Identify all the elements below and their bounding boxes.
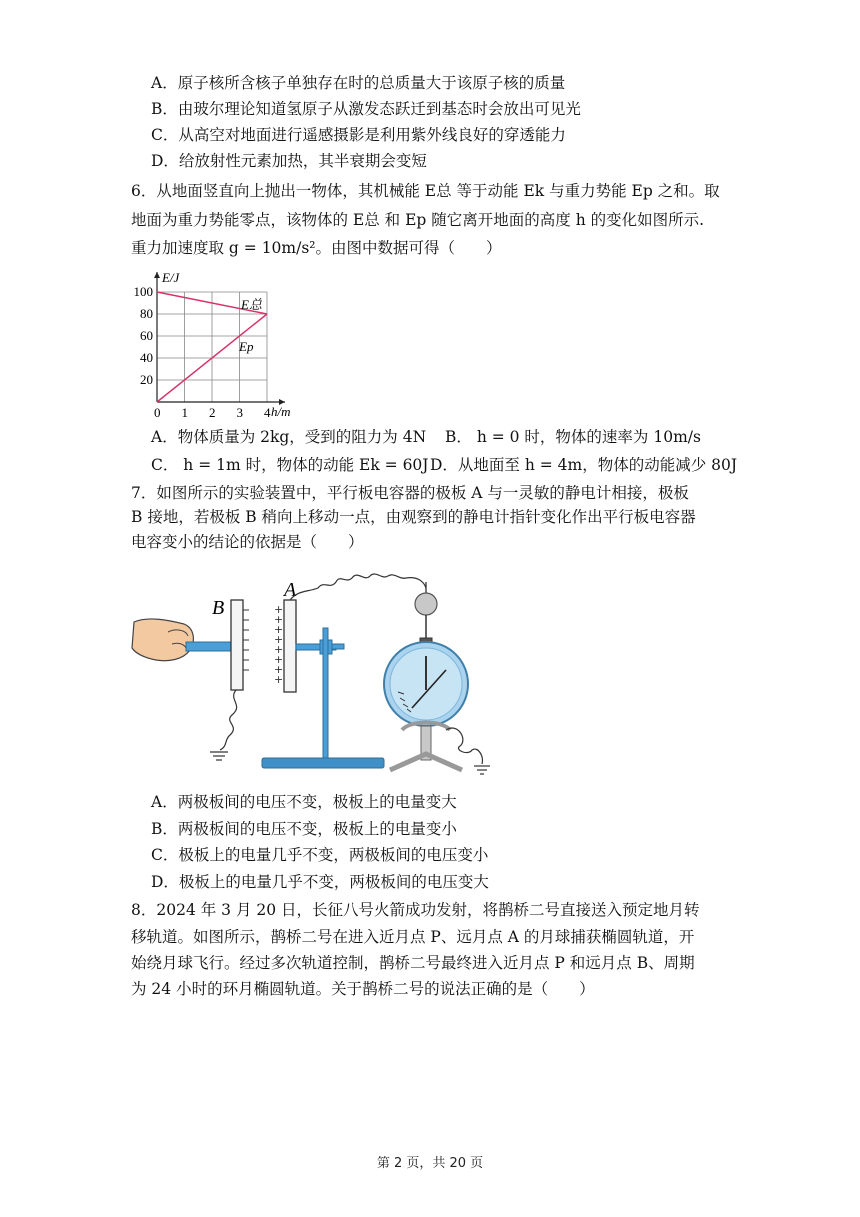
q6-stem-line-3: 重力加速度取 g = 10m/s²。由图中数据可得（ ） <box>131 239 502 257</box>
plate-b <box>231 600 243 690</box>
x-tick-label: 1 <box>181 405 188 420</box>
y-tick-label: 80 <box>140 306 153 321</box>
svg-text:+: + <box>274 653 284 666</box>
q7-stem-line-3: 电容变小的结论的依据是（ ） <box>131 533 364 551</box>
svg-text:+: + <box>274 673 284 686</box>
series-label: Ep <box>239 339 254 354</box>
q7-stem-line-1: 7．如图所示的实验装置中，平行板电容器的极板 A 与一灵敏的静电计相接，极板 <box>131 484 689 502</box>
x-axis-label: h/m <box>271 404 291 419</box>
q8-stem-line-1: 8．2024 年 3 月 20 日，长征八号火箭成功发射，将鹊桥二号直接送入预定地月转 <box>131 901 700 919</box>
y-axis-label: E/J <box>162 270 180 285</box>
svg-text:+: + <box>274 613 284 626</box>
y-tick-label: 20 <box>140 372 153 387</box>
series-label: E总 <box>241 297 262 313</box>
electrometer-knob <box>415 593 437 615</box>
y-axis-arrow <box>154 272 160 278</box>
q6-stem-line-2: 地面为重力势能零点，该物体的 E总 和 Ep 随它离开地面的高度 h 的变化如图所示. <box>131 211 705 229</box>
q6-option-d: D．从地面至 h = 4m，物体的动能减少 80J <box>430 456 738 474</box>
label-plate-b: B <box>212 597 225 619</box>
svg-text:+: + <box>274 633 284 646</box>
q5-option-b: B．由玻尔理论知道氢原子从激发态跃迁到基态时会放出可见光 <box>151 100 581 118</box>
x-tick-label: 2 <box>209 405 216 420</box>
svg-text:+: + <box>274 663 284 676</box>
y-tick-label: 100 <box>133 284 153 299</box>
q8-stem-line-2: 移轨道。如图所示，鹊桥二号在进入近月点 P、远月点 A 的月球捕获椭圆轨道，开 <box>131 928 695 946</box>
q7-option-c: C．极板上的电量几乎不变，两极板间的电压变小 <box>151 846 489 864</box>
energy-height-chart <box>120 262 310 422</box>
capacitor-electrometer-illustration <box>128 570 498 780</box>
q7-option-d: D．极板上的电量几乎不变，两极板间的电压变大 <box>151 873 489 891</box>
q6-option-c: C． h = 1m 时，物体的动能 Ek = 60J <box>151 456 429 474</box>
q5-option-c: C．从高空对地面进行遥感摄影是利用紫外线良好的穿透能力 <box>151 126 566 144</box>
svg-text:+: + <box>274 603 284 616</box>
x-tick-label: 4 <box>264 405 271 420</box>
svg-text:+: + <box>274 623 284 636</box>
plate-a <box>284 600 296 692</box>
y-tick-label: 60 <box>140 328 153 343</box>
svg-text:+: + <box>274 643 284 656</box>
q8-stem-line-4: 为 24 小时的环月椭圆轨道。关于鹊桥二号的说法正确的是（ ） <box>131 980 595 998</box>
q7-stem-line-2: B 接地，若极板 B 稍向上移动一点，由观察到的静电计指针变化作出平行板电容器 <box>131 508 696 526</box>
x-tick-label: 3 <box>236 405 243 420</box>
x-tick-label: 0 <box>154 405 161 420</box>
label-plate-a: A <box>284 579 297 601</box>
q6-option-a: A．物体质量为 2kg，受到的阻力为 4N <box>151 428 427 446</box>
page-footer: 第 2 页，共 20 页 <box>376 1156 484 1171</box>
q6-option-b: B． h = 0 时，物体的速率为 10m/s <box>445 428 701 446</box>
y-tick-label: 40 <box>140 350 153 365</box>
q5-option-a: A．原子核所含核子单独存在时的总质量大于该原子核的质量 <box>151 74 566 92</box>
q7-option-b: B．两极板间的电压不变，极板上的电量变小 <box>151 820 457 838</box>
q8-stem-line-3: 始绕月球飞行。经过多次轨道控制，鹊桥二号最终进入近月点 P 和远月点 B、周期 <box>131 954 695 972</box>
q5-option-d: D．给放射性元素加热，其半衰期会变短 <box>151 152 427 170</box>
stand-base <box>262 758 384 768</box>
q7-option-a: A．两极板间的电压不变，极板上的电量变大 <box>151 793 457 811</box>
hand-shape <box>132 619 193 661</box>
q6-stem-line-1: 6．从地面竖直向上抛出一物体，其机械能 E总 等于动能 Ek 与重力势能 Ep 之和。取 <box>131 182 720 200</box>
